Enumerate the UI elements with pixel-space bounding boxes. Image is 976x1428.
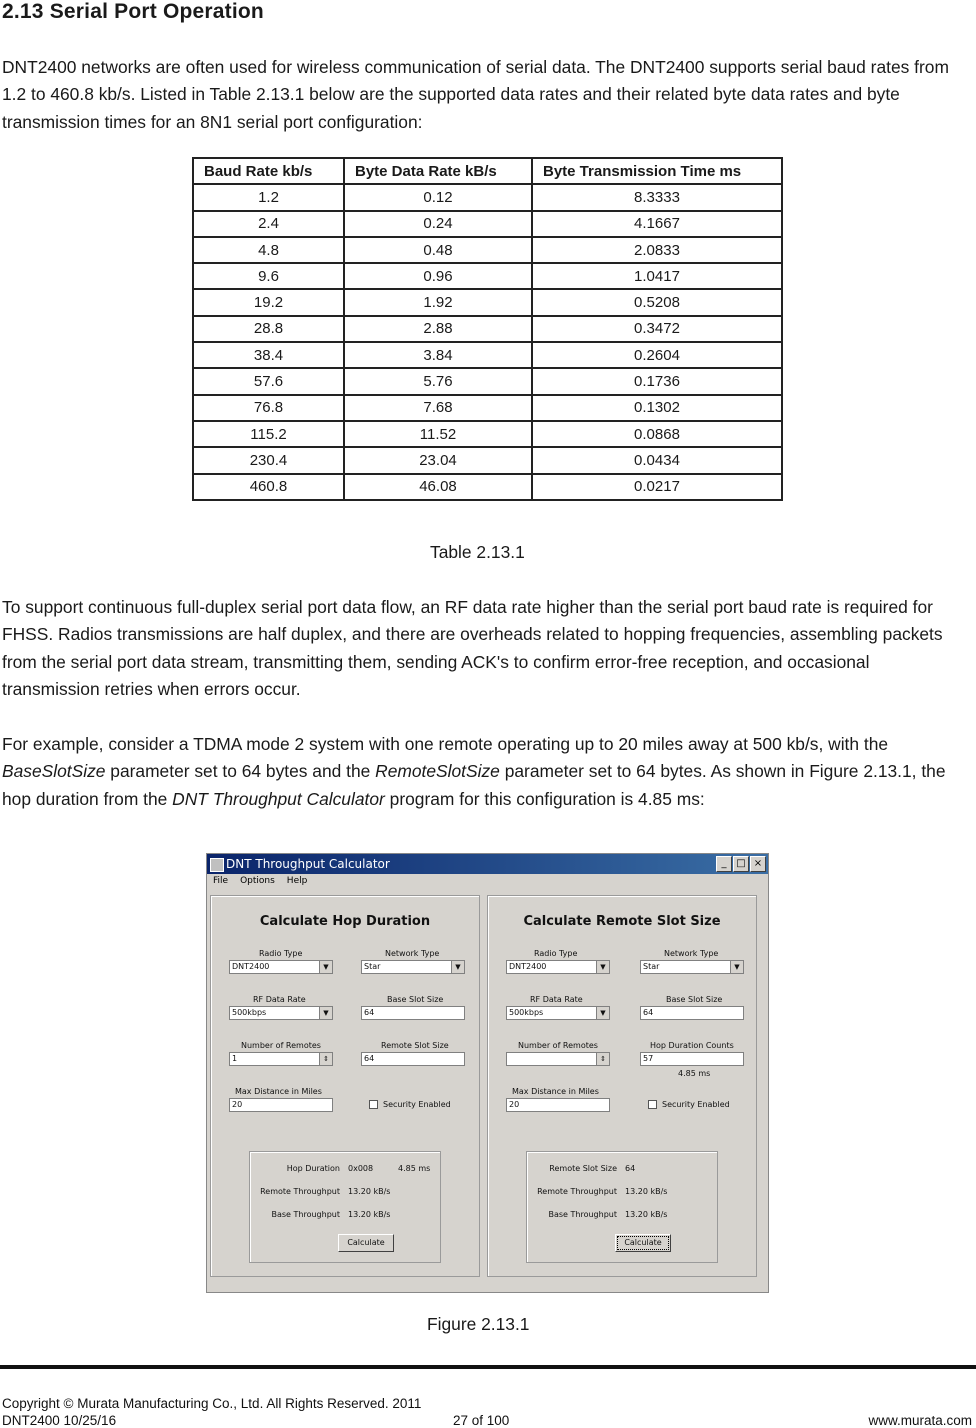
table-row	[193, 316, 782, 342]
num-remotes-value: 1	[232, 1054, 238, 1063]
network-type-value: Star	[364, 962, 381, 971]
num-remotes-stepper[interactable]	[506, 1052, 610, 1066]
base-slot-size-term: BaseSlotSize	[2, 761, 106, 782]
max-distance-input[interactable]: 20	[506, 1098, 610, 1112]
baud-rate-cell: 28.8	[193, 316, 344, 342]
table-row	[193, 237, 782, 263]
base-throughput-value: 13.20 kB/s	[348, 1210, 391, 1219]
calculate-slot-button[interactable]: Calculate	[615, 1234, 671, 1252]
footer-page-number: 27 of 100	[453, 1413, 510, 1428]
footer-divider	[0, 1365, 976, 1369]
remote-throughput-value: 13.20 kB/s	[348, 1187, 391, 1196]
hop-duration-title: Calculate Hop Duration	[259, 914, 431, 929]
baud-rate-cell: 115.2	[193, 421, 344, 447]
hop-duration-panel	[210, 895, 480, 1277]
calculate-hop-button[interactable]: Calculate	[338, 1234, 394, 1252]
hop-counts-label: Hop Duration Counts	[650, 1041, 734, 1050]
remote-slot-input[interactable]: 64	[361, 1052, 465, 1066]
close-icon[interactable]: ×	[750, 856, 766, 872]
hop-counts-ms: 4.85 ms	[678, 1069, 711, 1078]
max-distance-label: Max Distance in Miles	[512, 1087, 599, 1096]
byte-data-rate-cell: 7.68	[344, 395, 532, 421]
minimize-icon[interactable]: _	[716, 856, 732, 872]
byte-transmission-time-cell: 4.1667	[532, 211, 782, 237]
remote-slot-label: Remote Slot Size	[381, 1041, 449, 1050]
table-row	[193, 474, 782, 500]
baud-rate-cell: 19.2	[193, 289, 344, 315]
byte-data-rate-cell: 1.92	[344, 289, 532, 315]
max-distance-input[interactable]: 20	[229, 1098, 333, 1112]
chevron-down-icon[interactable]: ▼	[451, 961, 464, 973]
menu-bar	[207, 874, 768, 888]
byte-data-rate-cell: 0.96	[344, 263, 532, 289]
menu-options[interactable]: Options	[240, 876, 275, 886]
byte-transmission-time-cell: 0.2604	[532, 342, 782, 368]
footer-doc-id: DNT2400 10/25/16	[2, 1413, 117, 1428]
baud-rate-cell: 230.4	[193, 447, 344, 473]
byte-data-rate-cell: 2.88	[344, 316, 532, 342]
hop-duration-label: Hop Duration	[286, 1164, 340, 1173]
stepper-arrows-icon[interactable]: ⇕	[596, 1053, 609, 1065]
security-checkbox[interactable]	[648, 1100, 730, 1109]
maximize-icon[interactable]: □	[733, 856, 749, 872]
radio-type-label: Radio Type	[259, 949, 303, 958]
header-byte-data-rate: Byte Data Rate kB/s	[344, 158, 532, 184]
num-remotes-label: Number of Remotes	[241, 1041, 321, 1050]
table-row	[193, 421, 782, 447]
network-type-label: Network Type	[385, 949, 440, 958]
base-slot-input[interactable]: 64	[640, 1006, 744, 1020]
remote-slot-value: 64	[625, 1164, 636, 1173]
byte-data-rate-cell: 11.52	[344, 421, 532, 447]
example-paragraph	[2, 731, 967, 813]
fhss-paragraph: To support continuous full-duplex serial port data flow, an RF data rate higher than the serial port baud rate is required for FHSS. Radios transmissions are half duplex, and there are overheads related to hopping frequencies, assembling packets from the serial port data stream, transmitting them, sending ACK's to confirm error-free reception, and occasional transmission retries when errors occur.	[2, 597, 943, 699]
num-remotes-stepper[interactable]	[229, 1052, 333, 1066]
security-label: Security Enabled	[383, 1100, 451, 1109]
table-row	[193, 211, 782, 237]
chevron-down-icon[interactable]: ▼	[596, 961, 609, 973]
baud-rate-cell: 460.8	[193, 474, 344, 500]
menu-file[interactable]: File	[213, 876, 229, 886]
byte-transmission-time-cell: 8.3333	[532, 184, 782, 210]
example-text-1: For example, consider a TDMA mode 2 system with one remote operating up to 20 miles away at 500 kb/s, with the	[2, 734, 889, 754]
base-slot-label: Base Slot Size	[666, 995, 723, 1004]
network-type-select[interactable]	[361, 960, 465, 974]
byte-data-rate-cell: 0.24	[344, 211, 532, 237]
byte-transmission-time-cell: 0.1736	[532, 368, 782, 394]
remote-throughput-label: Remote Throughput	[260, 1187, 340, 1196]
chevron-down-icon[interactable]: ▼	[319, 1007, 332, 1019]
remote-throughput-label: Remote Throughput	[537, 1187, 617, 1196]
chevron-down-icon[interactable]: ▼	[596, 1007, 609, 1019]
hop-duration-results	[249, 1151, 441, 1263]
byte-data-rate-cell: 0.12	[344, 184, 532, 210]
network-type-select[interactable]	[640, 960, 744, 974]
baud-rate-cell: 9.6	[193, 263, 344, 289]
baud-rate-cell: 38.4	[193, 342, 344, 368]
baud-rate-cell: 57.6	[193, 368, 344, 394]
table-row	[193, 368, 782, 394]
base-throughput-value: 13.20 kB/s	[625, 1210, 668, 1219]
rf-rate-select[interactable]	[229, 1006, 333, 1020]
remote-throughput-value: 13.20 kB/s	[625, 1187, 668, 1196]
hop-duration-value: 0x008	[348, 1164, 374, 1173]
checkbox-icon[interactable]	[648, 1100, 657, 1109]
rf-rate-label: RF Data Rate	[253, 995, 306, 1004]
throughput-calculator-term: DNT Throughput Calculator	[172, 788, 385, 809]
app-icon	[210, 858, 224, 872]
byte-data-rate-cell: 46.08	[344, 474, 532, 500]
table-row	[193, 447, 782, 473]
baud-rate-cell: 2.4	[193, 211, 344, 237]
window-title: DNT Throughput Calculator	[226, 857, 390, 871]
example-text-3: parameter set to 64 bytes. As shown in Figure 2.13.1, the hop duration from the	[2, 761, 946, 809]
security-checkbox[interactable]	[369, 1100, 451, 1109]
radio-type-label: Radio Type	[534, 949, 578, 958]
remote-slot-title: Calculate Remote Slot Size	[523, 914, 721, 929]
menu-help[interactable]: Help	[286, 876, 308, 886]
section-heading: 2.13 Serial Port Operation	[2, 0, 264, 23]
rf-rate-value: 500kbps	[509, 1008, 544, 1017]
radio-type-select[interactable]	[229, 960, 333, 974]
byte-transmission-time-cell: 0.0434	[532, 447, 782, 473]
baud-rate-cell: 76.8	[193, 395, 344, 421]
baud-rate-cell: 4.8	[193, 237, 344, 263]
rf-rate-select[interactable]	[506, 1006, 610, 1020]
checkbox-icon[interactable]	[369, 1100, 378, 1109]
byte-data-rate-cell: 5.76	[344, 368, 532, 394]
radio-type-value: DNT2400	[232, 962, 270, 971]
max-distance-label: Max Distance in Miles	[235, 1087, 322, 1096]
window-titlebar	[207, 854, 768, 874]
hop-counts-input[interactable]: 57	[640, 1052, 744, 1066]
base-throughput-label: Base Throughput	[271, 1210, 340, 1219]
security-label: Security Enabled	[662, 1100, 730, 1109]
figure-caption: Figure 2.13.1	[427, 1314, 530, 1334]
baud-rate-table	[192, 157, 783, 501]
table-row	[193, 289, 782, 315]
base-slot-label: Base Slot Size	[387, 995, 444, 1004]
footer-copyright: Copyright © Murata Manufacturing Co., Ltd. All Rights Reserved. 2011	[2, 1396, 422, 1411]
table-row	[193, 342, 782, 368]
baud-rate-cell: 1.2	[193, 184, 344, 210]
table-row	[193, 263, 782, 289]
header-byte-transmission-time: Byte Transmission Time ms	[532, 158, 782, 184]
base-throughput-label: Base Throughput	[548, 1210, 617, 1219]
hop-duration-ms: 4.85 ms	[398, 1164, 431, 1173]
byte-data-rate-cell: 23.04	[344, 447, 532, 473]
chevron-down-icon[interactable]: ▼	[730, 961, 743, 973]
footer-url: www.murata.com	[868, 1413, 972, 1428]
table-row	[193, 184, 782, 210]
table-header-row	[193, 158, 782, 184]
remote-slot-panel	[487, 895, 757, 1277]
throughput-calculator-window	[206, 853, 769, 1293]
rf-rate-value: 500kbps	[232, 1008, 267, 1017]
header-baud-rate: Baud Rate kb/s	[193, 158, 344, 184]
radio-type-value: DNT2400	[509, 962, 547, 971]
stepper-arrows-icon[interactable]: ⇕	[319, 1053, 332, 1065]
table-row	[193, 395, 782, 421]
base-slot-input[interactable]: 64	[361, 1006, 465, 1020]
chevron-down-icon[interactable]: ▼	[319, 961, 332, 973]
example-text-2: parameter set to 64 bytes and the	[105, 761, 376, 782]
byte-transmission-time-cell: 2.0833	[532, 237, 782, 263]
window-controls	[716, 856, 766, 872]
byte-transmission-time-cell: 0.1302	[532, 395, 782, 421]
radio-type-select[interactable]	[506, 960, 610, 974]
network-type-value: Star	[643, 962, 660, 971]
num-remotes-label: Number of Remotes	[518, 1041, 598, 1050]
network-type-label: Network Type	[664, 949, 719, 958]
remote-slot-size-term: RemoteSlotSize	[375, 761, 500, 782]
byte-transmission-time-cell: 0.3472	[532, 316, 782, 342]
byte-transmission-time-cell: 0.0217	[532, 474, 782, 500]
byte-transmission-time-cell: 1.0417	[532, 263, 782, 289]
table-caption: Table 2.13.1	[430, 542, 525, 562]
byte-transmission-time-cell: 0.5208	[532, 289, 782, 315]
remote-slot-label: Remote Slot Size	[549, 1164, 617, 1173]
byte-transmission-time-cell: 0.0868	[532, 421, 782, 447]
intro-paragraph: DNT2400 networks are often used for wireless communication of serial data. The DNT2400 supports serial baud rates from 1.2 to 460.8 kb/s. Listed in Table 2.13.1 below are the supported data rates and their related byte data rates and byte transmission times for an 8N1 serial port configuration:	[2, 57, 949, 132]
remote-slot-results	[526, 1151, 718, 1263]
byte-data-rate-cell: 0.48	[344, 237, 532, 263]
example-text-4: program for this configuration is 4.85 ms:	[384, 788, 705, 809]
byte-data-rate-cell: 3.84	[344, 342, 532, 368]
rf-rate-label: RF Data Rate	[530, 995, 583, 1004]
